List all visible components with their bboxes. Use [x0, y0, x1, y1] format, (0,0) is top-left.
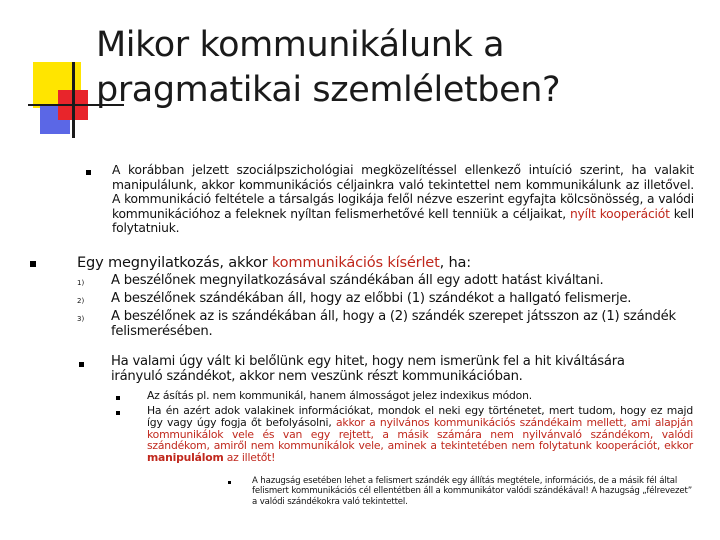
bullet-icon: [116, 396, 120, 400]
main-point-highlight: kommunikációs kísérlet: [271, 254, 440, 271]
title-line-2: pragmatikai szemléletben?: [96, 70, 561, 110]
example-highlight-end: az illetőt!: [223, 451, 276, 465]
condition-number: 2): [77, 297, 85, 305]
condition-number: 3): [77, 315, 85, 323]
bullet-icon: [228, 481, 231, 484]
main-point-text-end: , ha:: [439, 254, 471, 271]
intro-text: A korábban jelzett szociálpszichológiai megközelítéssel ellenkező intuíció szerint, ha valakit manipulálunk, akkor kommunikációs céljainkra való tekintettel nem kommunikálunk az illetővel. A kommunikáció feltétele a társalgás logikája felől nézve eszerint egyfajta kölcsönösség, a valódi kommunikációhoz a feleknek nyíltan felismerhetővé kell tenniük a céljaikat,: [112, 163, 694, 221]
lie-note: A hazugság esetében lehet a felismert szándék egy állítás megtétele, információs, de a másik fél által felismert kommunikációs cél ellentétben áll a kommunikátor valódi szándékával! A hazugság „félrevezet” a valódi szándékokra való tekintettel.: [252, 476, 693, 507]
example-text: Ha én azért adok valakinek információkat, mondok el neki egy történetet, mert tudom, hogy ez majd így vagy úgy fogja őt befolyásolni,: [147, 404, 693, 429]
intro-highlight: nyílt kooperációt: [569, 206, 670, 221]
bullet-icon: [116, 411, 120, 415]
decor-vertical-line: [72, 62, 75, 138]
condition-item: A beszélőnek megnyilatkozásával szándékában áll egy adott hatást kiváltani.: [111, 273, 604, 288]
example-highlight: akkor a nyilvános kommunikációs szándékaim mellett, ami alapján kommunikálok vele és van egy rejtett, a másik számára nem nyilvánvaló szándékom, valódi szándékom, amiről nem kommunikálok vele, aminek a tekintetében nem folytatunk kooperációt, ekkor: [147, 415, 693, 453]
bullet-icon: [30, 261, 36, 267]
intro-paragraph: [112, 163, 694, 236]
example-yawn: Az ásítás pl. nem kommunikál, hanem álmosságot jelez indexikus módon.: [147, 389, 532, 402]
condition-item: A beszélőnek az is szándékában áll, hogy a (2) szándék szerepet játsszon az (1) szándék felismerésében.: [111, 309, 676, 340]
main-point-text: Egy megnyilatkozás, akkor: [77, 254, 272, 271]
title-line-1: Mikor kommunikálunk a: [96, 25, 505, 65]
example-manipulation: [147, 405, 693, 464]
condition-number: 1): [77, 279, 85, 287]
bullet-icon: [79, 362, 84, 367]
belief-point: Ha valami úgy vált ki belőlünk egy hitet, hogy nem ismerünk fel a hit kiváltására irányuló szándékot, akkor nem veszünk részt kommunikációban.: [111, 354, 625, 385]
intro-text-end: kell folytatniuk.: [112, 206, 694, 236]
bullet-icon: [86, 170, 91, 175]
main-point: [77, 254, 697, 272]
slide-title: [96, 23, 706, 113]
condition-item: A beszélőnek szándékában áll, hogy az előbbi (1) szándékot a hallgató felismerje.: [111, 291, 632, 306]
example-bold-highlight: manipulálom: [147, 451, 224, 465]
